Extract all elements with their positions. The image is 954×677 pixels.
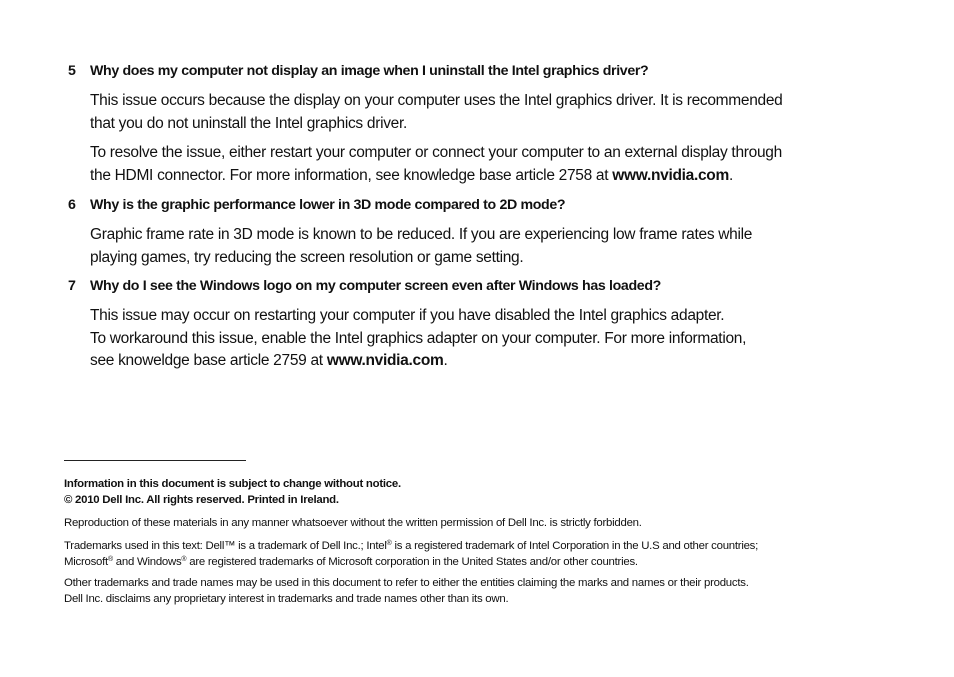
faq-question-text: Why does my computer not display an image when I uninstall the Intel graphics driver? [90,63,649,79]
answer-line: playing games, try reducing the screen resolution or game setting. [90,248,524,266]
faq-item-7 [68,277,868,373]
trademark-line-2 [64,554,638,570]
faq-item-6 [68,196,868,269]
registered-mark: ® [107,556,113,563]
faq-question-text: Why do I see the Windows logo on my computer screen even after Windows has loaded? [90,278,661,294]
answer-line: that you do not uninstall the Intel graphics driver. [90,114,407,132]
trademark-text: is a registered trademark of Intel Corporation in the U.S and other countries; [391,540,759,552]
faq-question [68,62,868,80]
nvidia-link[interactable]: www.nvidia.com [326,352,444,369]
answer-text: . [728,166,733,184]
faq-number: 7 [68,278,76,294]
answer-line: To resolve the issue, either restart your computer or connect your computer to an external display through [90,144,782,161]
registered-mark: ® [386,540,392,547]
answer-line: To workaround this issue, enable the Intel graphics adapter on your computer. For more information, [90,329,747,347]
answer-line [90,350,868,373]
registered-mark: ® [181,556,187,563]
trademark-text: Trademarks used in this text: Dell™ is a trademark of Dell Inc.; Intel [64,540,387,552]
reproduction-notice: Reproduction of these materials in any manner whatsoever without the written permission of Dell Inc. is strictly forbidden. [64,517,642,529]
notice-line: Information in this document is subject to change without notice. [64,478,401,490]
nvidia-link[interactable]: www.nvidia.com [612,166,729,184]
faq-item-5 [68,62,868,187]
other-trademarks-line-1: Other trademarks and trade names may be used in this document to refer to either the entities claiming the marks and names or their products. [64,577,749,589]
answer-text: . [443,352,448,369]
faq-answer-paragraph [90,305,868,373]
trademark-text: and Windows [112,556,182,568]
faq-question [68,277,868,295]
faq-answer-paragraph [90,90,868,135]
answer-line: This issue occurs because the display on your computer uses the Intel graphics driver. It is recommended [90,92,783,109]
answer-line: Graphic frame rate in 3D mode is known to be reduced. If you are experiencing low frame rates while [90,226,753,243]
faq-question-text: Why is the graphic performance lower in 3D mode compared to 2D mode? [90,197,566,213]
answer-line [90,165,868,188]
answer-text: see knoweldge base article 2759 at [90,352,327,369]
faq-number: 6 [68,197,76,213]
copyright-line: © 2010 Dell Inc. All rights reserved. Printed in Ireland. [64,494,339,506]
answer-text: the HDMI connector. For more information, see knowledge base article 2758 at [90,166,613,184]
footer-divider [64,460,246,461]
answer-line: This issue may occur on restarting your computer if you have disabled the Intel graphics adapter. [90,307,725,324]
trademark-line-1 [64,538,758,554]
faq-answer-paragraph [90,224,868,269]
trademark-text: are registered trademarks of Microsoft corporation in the United States and/or other countries. [186,556,638,568]
faq-answer-paragraph [90,142,868,187]
trademark-text: Microsoft [64,556,108,568]
other-trademarks-line-2: Dell Inc. disclaims any proprietary interest in trademarks and trade names other than its own. [64,593,509,605]
faq-number: 5 [68,63,76,79]
faq-question [68,196,868,214]
